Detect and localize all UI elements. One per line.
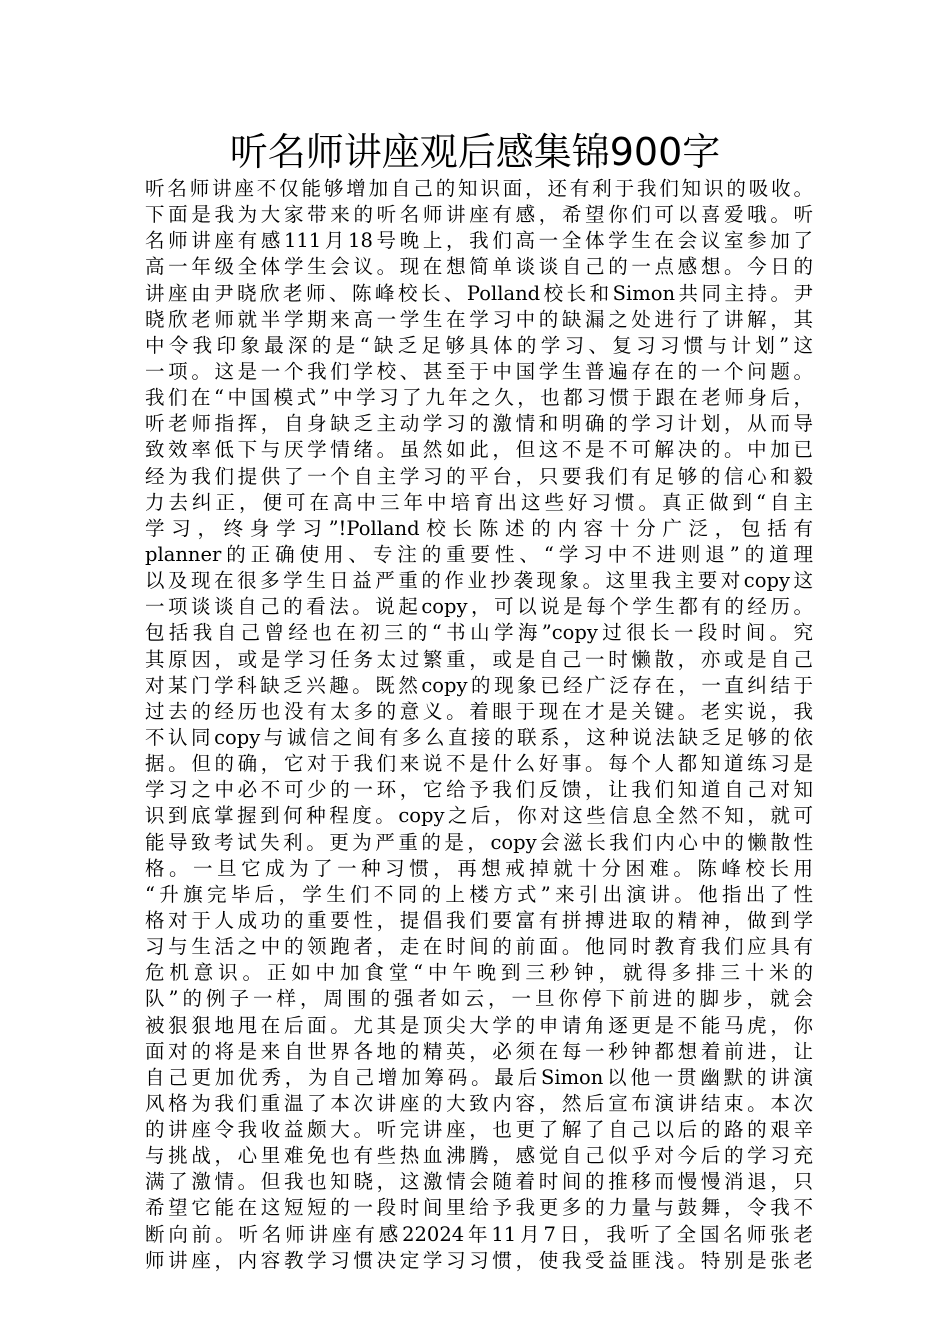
- body-line: 与挑战，心里难免也有些热血沸腾，感觉自己似乎对今后的学习充: [145, 1144, 813, 1168]
- body-line: 被狠狠地甩在后面。尤其是顶尖大学的申请角逐更是不能马虎，你: [145, 1013, 813, 1037]
- document-title: 听名师讲座观后感集锦900字: [229, 130, 721, 174]
- body-line: 习与生活之中的领跑者，走在时间的前面。他同时教育我们应具有: [145, 935, 813, 959]
- body-line: 的讲座令我收益颇大。听完讲座，也更了解了自己以后的路的艰辛: [145, 1118, 813, 1142]
- body-line: 听老师指挥，自身缺乏主动学习的激情和明确的学习计划，从而导: [145, 412, 813, 436]
- body-line: 听名师讲座不仅能够增加自己的知识面，还有利于我们知识的吸收。: [145, 177, 813, 200]
- document-body: [145, 176, 813, 1274]
- body-line: 我们在“中国模式”中学习了九年之久，也都习惯于跟在老师身后，: [145, 386, 813, 410]
- body-line: 自己更加优秀，为自己增加筹码。最后Simon以他一贯幽默的讲演: [145, 1065, 813, 1089]
- body-line: 高一年级全体学生会议。现在想简单谈谈自己的一点感想。今日的: [145, 255, 813, 279]
- body-line: 风格为我们重温了本次讲座的大致内容，然后宣布演讲结束。本次: [145, 1091, 813, 1115]
- body-line: 据。但的确，它对于我们来说不是什么好事。每个人都知道练习是: [145, 752, 813, 776]
- body-line: 晓欣老师就半学期来高一学生在学习中的缺漏之处进行了讲解，其: [145, 307, 813, 331]
- body-line: 格。一旦它成为了一种习惯，再想戒掉就十分困难。陈峰校长用: [145, 856, 813, 880]
- body-line: 不认同copy与诚信之间有多么直接的联系，这种说法缺乏足够的依: [145, 725, 813, 749]
- body-line: 包括我自己曾经也在初三的“书山学海”copy过很长一段时间。究: [145, 621, 813, 645]
- body-line: 学习之中必不可少的一环，它给予我们反馈，让我们知道自己对知: [145, 778, 813, 802]
- body-line: 队”的例子一样，周围的强者如云，一旦你停下前进的脚步，就会: [145, 987, 813, 1011]
- body-line: 其原因，或是学习任务太过繁重，或是自己一时懒散，亦或是自己: [145, 647, 813, 671]
- body-line: 识到底掌握到何种程度。copy之后，你对这些信息全然不知，就可: [145, 804, 813, 828]
- body-line: 危机意识。正如中加食堂“中午晚到三秒钟，就得多排三十米的: [145, 961, 813, 985]
- body-line: 致效率低下与厌学情绪。虽然如此，但这不是不可解决的。中加已: [145, 438, 813, 462]
- body-line: 讲座由尹晓欣老师、陈峰校长、Polland校长和Simon共同主持。尹: [145, 281, 813, 305]
- body-line: 中令我印象最深的是“缺乏足够具体的学习、复习习惯与计划”这: [145, 333, 813, 357]
- body-line: 希望它能在这短短的一段时间里给予我更多的力量与鼓舞，令我不: [145, 1196, 813, 1220]
- body-line: 学习，终身学习”!Polland校长陈述的内容十分广泛，包括有: [145, 516, 813, 540]
- body-line: 力去纠正，便可在高中三年中培育出这些好习惯。真正做到“自主: [145, 490, 813, 514]
- body-line: 师讲座，内容教学习惯决定学习习惯，使我受益匪浅。特别是张老: [145, 1248, 813, 1272]
- body-line: planner的正确使用、专注的重要性、“学习中不进则退”的道理: [145, 542, 813, 566]
- body-line: 能导致考试失利。更为严重的是，copy会滋长我们内心中的懒散性: [145, 830, 813, 854]
- body-line: 名师讲座有感111月18号晚上，我们高一全体学生在会议室参加了: [145, 229, 813, 253]
- body-line: 以及现在很多学生日益严重的作业抄袭现象。这里我主要对copy这: [145, 569, 813, 593]
- body-line: 经为我们提供了一个自主学习的平台，只要我们有足够的信心和毅: [145, 464, 813, 488]
- body-line: 过去的经历也没有太多的意义。着眼于现在才是关键。老实说，我: [145, 699, 813, 723]
- body-line: 面对的将是来自世界各地的精英，必须在每一秒钟都想着前进，让: [145, 1039, 813, 1063]
- body-line: 一项。这是一个我们学校、甚至于中国学生普遍存在的一个问题。: [145, 359, 813, 383]
- body-line: “升旗完毕后，学生们不同的上楼方式”来引出演讲。他指出了性: [145, 882, 813, 906]
- body-line: 一项谈谈自己的看法。说起copy，可以说是每个学生都有的经历。: [145, 595, 813, 619]
- body-line: 满了激情。但我也知晓，这激情会随着时间的推移而慢慢消退，只: [145, 1170, 813, 1194]
- body-line: 对某门学科缺乏兴趣。既然copy的现象已经广泛存在，一直纠结于: [145, 673, 813, 697]
- body-line: 断向前。听名师讲座有感22024年11月7日，我听了全国名师张老: [145, 1222, 813, 1246]
- body-line: 下面是我为大家带来的听名师讲座有感，希望你们可以喜爱哦。听: [145, 203, 813, 227]
- body-line: 格对于人成功的重要性，提倡我们要富有拼搏进取的精神，做到学: [145, 908, 813, 932]
